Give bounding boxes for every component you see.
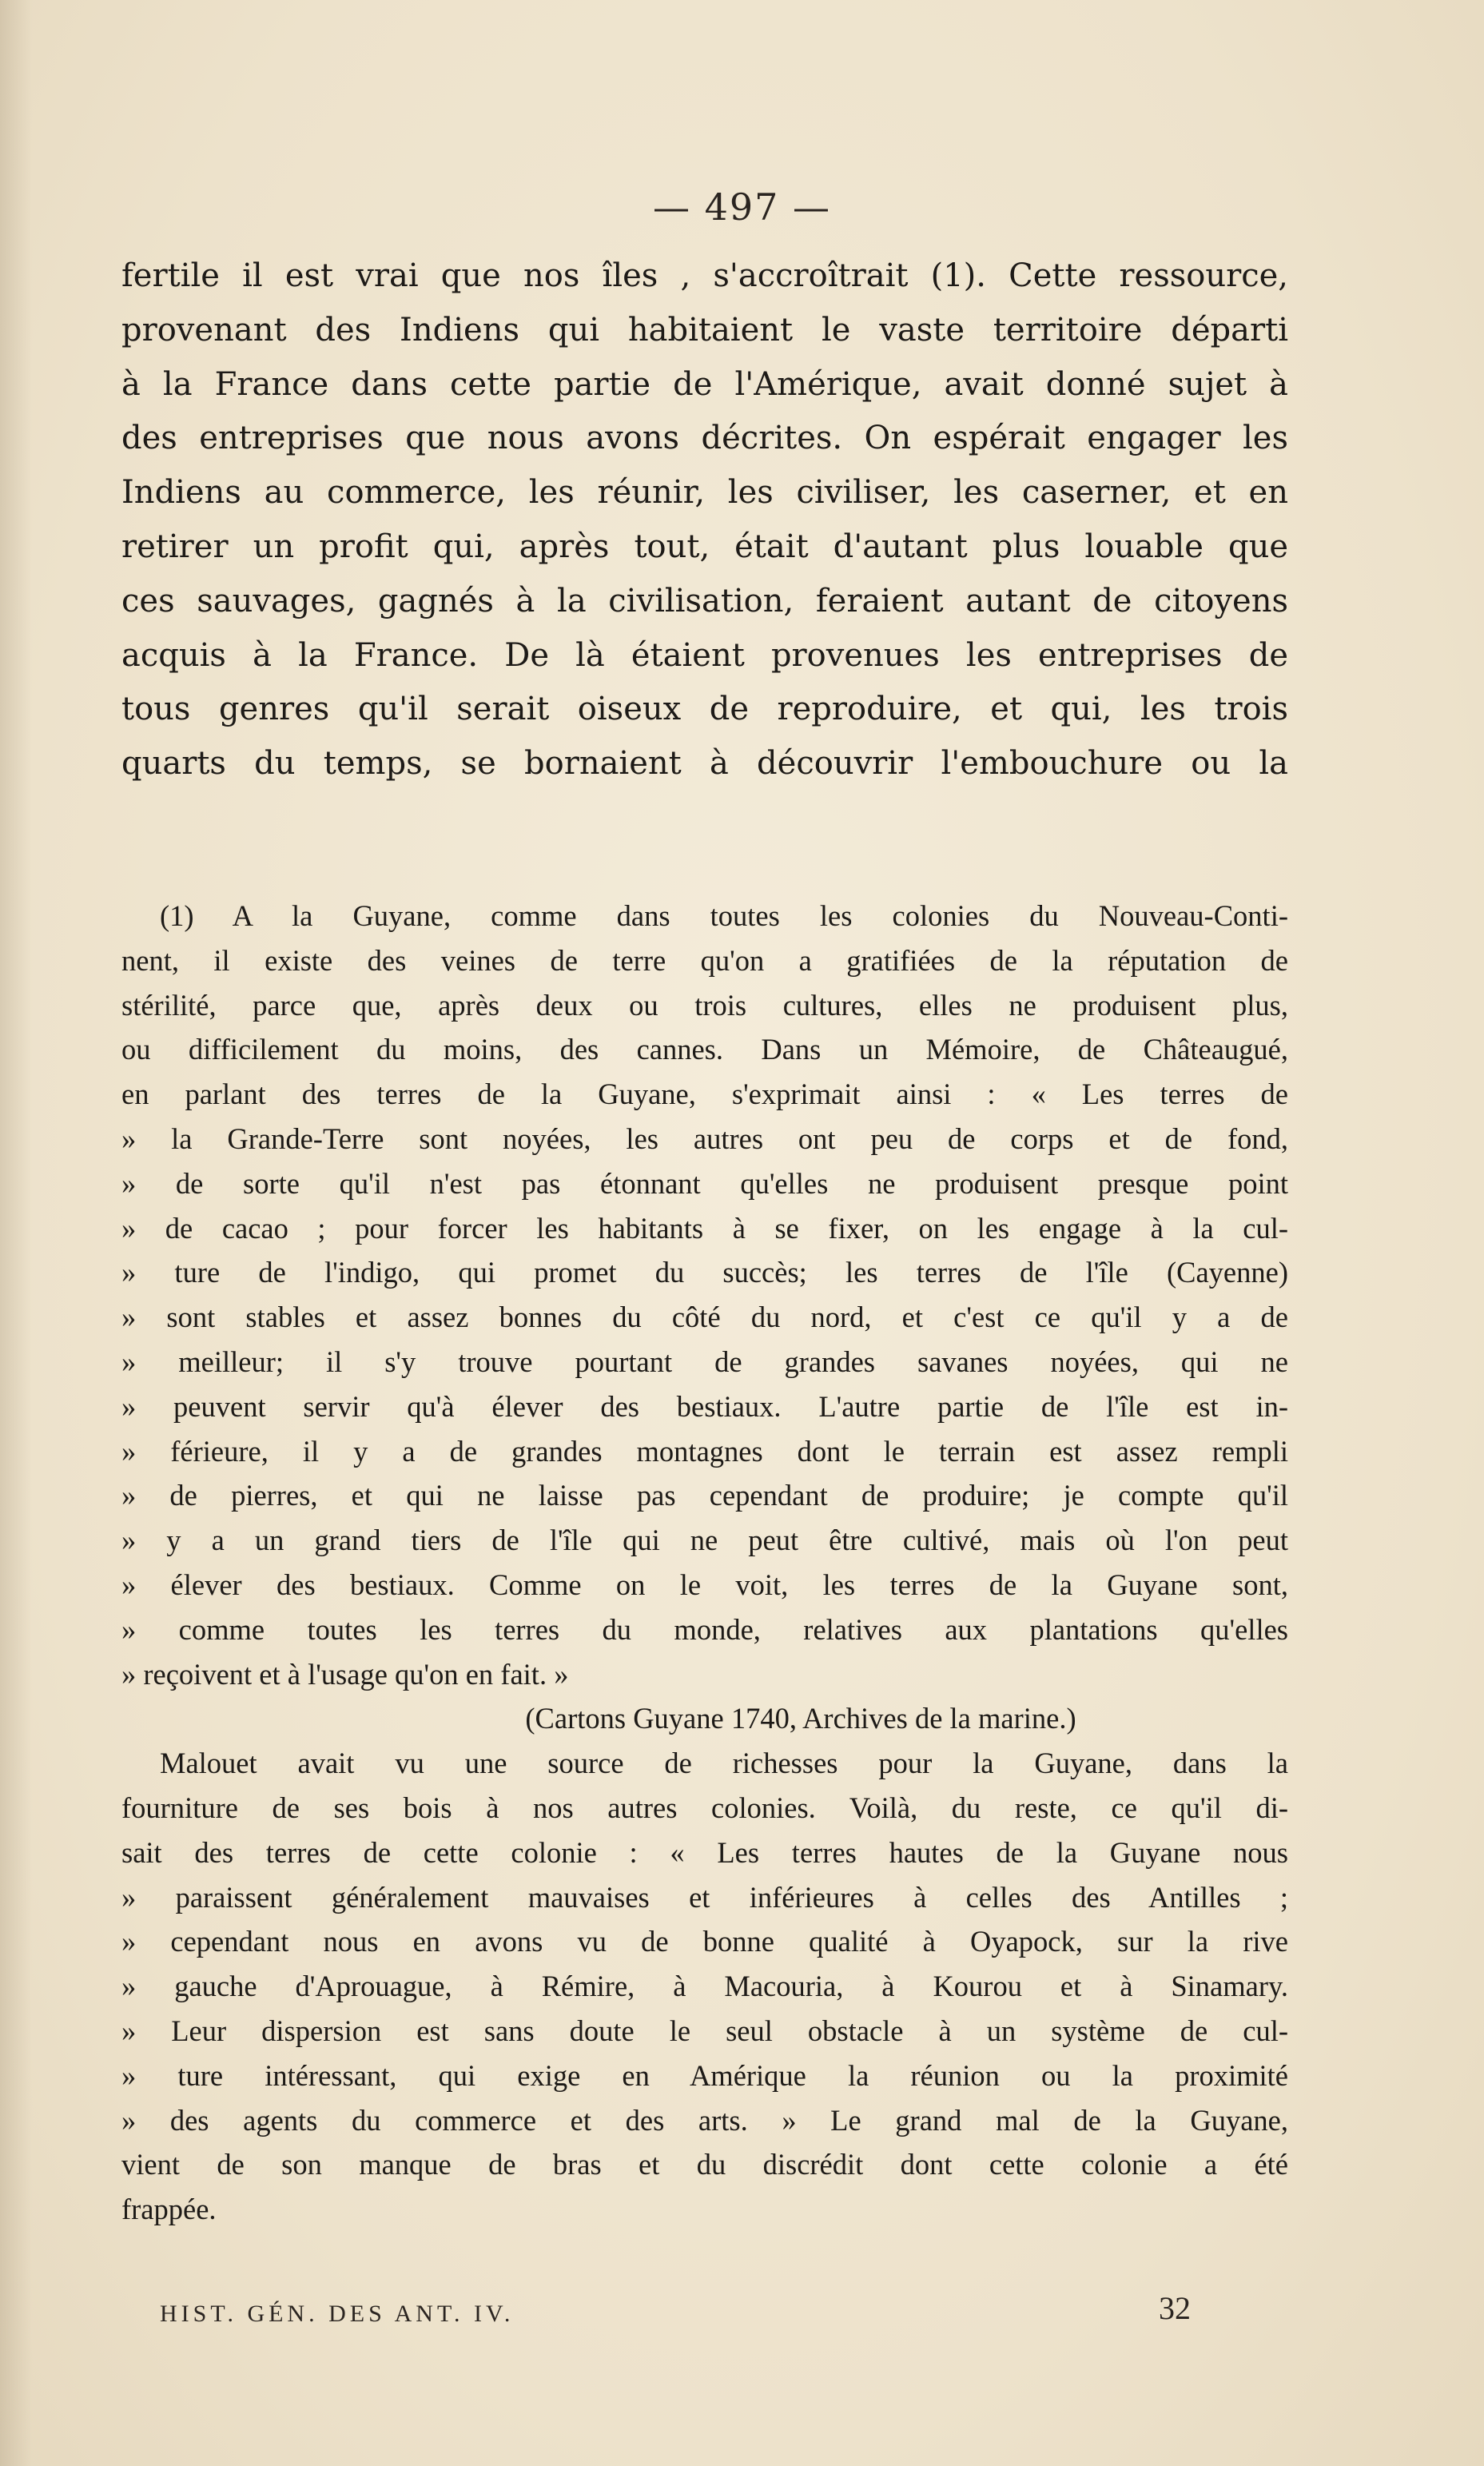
footnote-line: » de cacao ; pour forcer les habitants à se fixer, on les engage à la cul- — [121, 1211, 1288, 1245]
page-footer — [160, 2290, 1191, 2328]
main-line: retirer un profit qui, après tout, était d'autant plus louable que — [121, 528, 1288, 565]
main-line: Indiens au commerce, les réunir, les civiliser, les caserner, et en — [121, 474, 1288, 512]
footnote-line: » y a un grand tiers de l'île qui ne peut être cultivé, mais où l'on peut — [121, 1524, 1288, 1557]
footnote-line: » des agents du commerce et des arts. » Le grand mal de la Guyane, — [121, 2103, 1288, 2137]
footnote-line: » sont stables et assez bonnes du côté du nord, et c'est ce qu'il y a de — [121, 1301, 1288, 1334]
footnote-line: fourniture de ses bois à nos autres colonies. Voilà, du reste, ce qu'il di- — [121, 1791, 1288, 1824]
footnote-line: » férieure, il y a de grandes montagnes dont le terrain est assez rempli — [121, 1434, 1288, 1468]
footnote-line: frappée. — [121, 2193, 217, 2226]
footnote-line: » paraissent généralement mauvaises et inférieures à celles des Antilles ; — [121, 1880, 1288, 1914]
signature-mark: HIST. GÉN. DES ANT. IV. — [160, 2301, 515, 2327]
footnote-source: (Cartons Guyane 1740, Archives de la marine.) — [525, 1702, 1076, 1735]
footnote-line: » comme toutes les terres du monde, relatives aux plantations qu'elles — [121, 1612, 1288, 1646]
footnote-line: » ture intéressant, qui exige en Amérique la réunion ou la proximité — [121, 2058, 1288, 2092]
footnote-line: » cependant nous en avons vu de bonne qualité à Oyapock, sur la rive — [121, 1925, 1288, 1958]
footnote-line: » élever des bestiaux. Comme on le voit, les terres de la Guyane sont, — [121, 1568, 1288, 1601]
footnote-line: sait des terres de cette colonie : « Les terres hautes de la Guyane nous — [121, 1835, 1288, 1869]
main-line: fertile il est vrai que nos îles , s'accroîtrait (1). Cette ressource, — [121, 257, 1288, 294]
footnote-line: » Leur dispersion est sans doute le seul obstacle à un système de cul- — [121, 2014, 1288, 2047]
footnote-line: » peuvent servir qu'à élever des bestiaux. L'autre partie de l'île est in- — [121, 1389, 1288, 1423]
footnote-line: » de pierres, et qui ne laisse pas cependant de produire; je compte qu'il — [121, 1479, 1288, 1512]
footnote-line: en parlant des terres de la Guyane, s'exprimait ainsi : « Les terres de — [121, 1078, 1288, 1111]
footnote-line: » gauche d'Aprouague, à Rémire, à Macouria, à Kourou et à Sinamary. — [121, 1970, 1288, 2003]
main-line: quarts du temps, se bornaient à découvrir l'embouchure ou la — [121, 745, 1288, 783]
main-line: tous genres qu'il serait oiseux de reproduire, et qui, les trois — [121, 691, 1288, 728]
footnote-line: » reçoivent et à l'usage qu'on en fait. » — [121, 1657, 569, 1691]
main-line: des entreprises que nous avons décrites. On espérait engager les — [121, 420, 1288, 457]
footnote-line: vient de son manque de bras et du discrédit dont cette colonie a été — [121, 2148, 1288, 2181]
sheet-number: 32 — [1159, 2290, 1191, 2326]
footnote-line: (1) A la Guyane, comme dans toutes les colonies du Nouveau-Conti- — [160, 899, 1288, 932]
footnote-line: » la Grande-Terre sont noyées, les autres ont peu de corps et de fond, — [121, 1121, 1288, 1155]
main-line: acquis à la France. De là étaient provenues les entreprises de — [121, 636, 1288, 674]
main-text — [121, 249, 1288, 791]
page-number-header: — 497 — — [652, 185, 832, 229]
footnote — [121, 894, 1288, 2232]
footnote-line: stérilité, parce que, après deux ou trois cultures, elles ne produisent plus, — [121, 988, 1288, 1022]
footnote-line: Malouet avait vu une source de richesses pour la Guyane, dans la — [160, 1747, 1288, 1780]
footnote-line: » de sorte qu'il n'est pas étonnant qu'elles ne produisent presque point — [121, 1166, 1288, 1200]
gutter-shadow — [0, 0, 32, 2466]
main-line: à la France dans cette partie de l'Amérique, avait donné sujet à — [121, 365, 1288, 403]
footnote-line: » meilleur; il s'y trouve pourtant de grandes savanes noyées, qui ne — [121, 1345, 1288, 1378]
main-line: ces sauvages, gagnés à la civilisation, feraient autant de citoyens — [121, 582, 1288, 619]
footnote-line: » ture de l'indigo, qui promet du succès; les terres de l'île (Cayenne) — [121, 1256, 1288, 1289]
main-line: provenant des Indiens qui habitaient le vaste territoire départi — [121, 311, 1288, 349]
footnote-line: ou difficilement du moins, des cannes. Dans un Mémoire, de Châteaugué, — [121, 1033, 1288, 1066]
footnote-line: nent, il existe des veines de terre qu'on a gratifiées de la réputation de — [121, 943, 1288, 977]
